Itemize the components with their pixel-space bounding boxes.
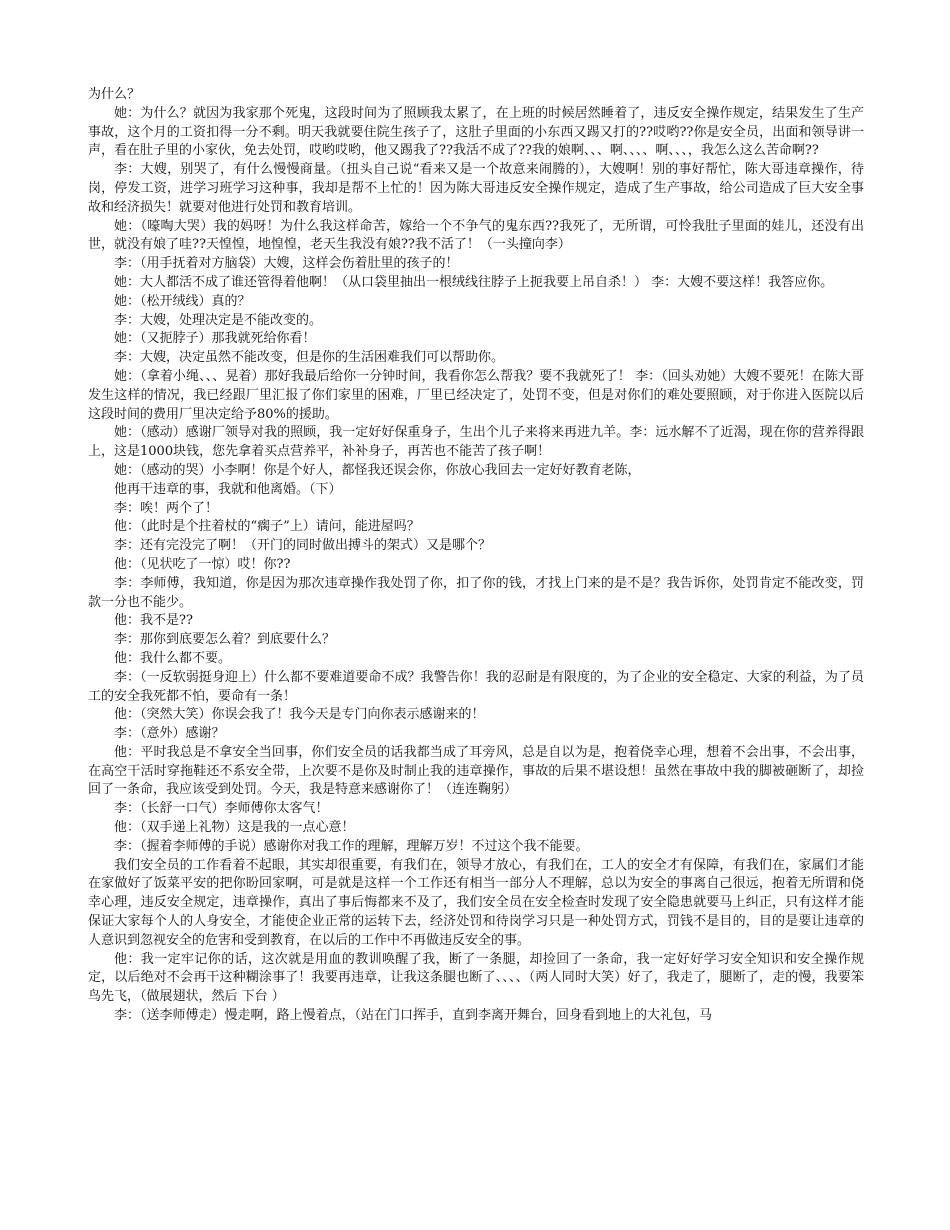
paragraph: 李：那你到底要怎么着？到底要什么？ [114, 632, 336, 648]
paragraph: 她：为什么？就因为我家那个死鬼，这段时间为了照顾我太累了，在上班的时候居然睡着了，违反安全操作规定，结果发生了生产事故，这个月的工资扣得一分不剩。明天我就要住院生孩子了，这肚子里面的小东西又踢又打的??哎哟??你是安全员，出面和领导讲一声，看在肚子里的小家伙，免去处罚，哎哟哎哟，他又踢我了??我活不成了??我的娘啊、、、啊、、、、啊、、、，我怎么这么苦命啊?? [88, 105, 864, 159]
paragraph: 她：（感动）感谢厂领导对我的照顾，我一定好好保重身子，生出个儿子来将来再进九羊。李：远水解不了近渴，现在你的营养得跟上，这是1000块钱，您先拿着买点营养平，补补身子，再苦也不能苦了孩子啊！ [88, 425, 864, 460]
paragraph: 他再干违章的事，我就和他离婚。（下） [114, 481, 342, 497]
paragraph: 他：平时我总是不拿安全当回事，你们安全员的话我都当成了耳旁风，总是自以为是，抱着侥幸心理，想着不会出事，不会出事，在高空干活时穿拖鞋还不系安全带，上次要不是你及时制止我的违章操作，事故的后果不堪设想！虽然在事故中我的脚被砸断了，却捡回了一条命，我应该受到处罚。今天，我是特意来感谢你了！（连连鞠躬） [88, 744, 864, 798]
paragraph: 李：（长舒一口气）李师傅你太客气！ [114, 801, 329, 817]
paragraph: 李：大嫂，处理决定是不能改变的。 [114, 312, 323, 328]
paragraph: 李：大嫂，别哭了，有什么慢慢商量。（扭头自己说“看来又是一个故意来闹腾的），大嫂啊！别的事好帮忙，陈大哥违章操作，待岗，停发工资，进学习班学习这种事，我却是帮不上忙的！因为陈大哥违反安全操作规定，造成了生产事故，给公司造成了巨大安全事故和经济损失！就要对他进行处罚和教育培训。 [88, 162, 864, 215]
paragraph: 她：（松开绒线）真的？ [114, 293, 251, 309]
paragraph: 他：（此时是个拄着杖的“瘸子”上）请问，能进屋吗？ [114, 519, 420, 535]
paragraph: 他：我一定牢记你的话，这次就是用血的教训唤醒了我，断了一条腿，却捡回了一条命，我一定好好学习安全知识和安全操作规定，以后绝对不会再干这种糊涂事了！我要再违章，让我这条腿也断了、、、、（两人同时大笑）好了，我走了，腿断了，走的慢，我要笨鸟先飞，（做展翅状，然后 下台 ） [88, 951, 864, 1005]
paragraph: 李：李师傅，我知道，你是因为那次违章操作我处罚了你，扣了你的钱，才找上门来的是不是？我告诉你，处罚肯定不能改变，罚款一分也不能少。 [88, 575, 864, 610]
paragraph: 她：（拿着小绳、、、晃着）那好我最后给你一分钟时间，我看你怎么帮我？要不我就死了！ 李：（回头劝她）大嫂不要死！在陈大哥发生这样的情况，我已经跟厂里汇报了你们家里的困难，厂里已经决定了，处罚不变，但是对你们的难处要照顾，对于你进入医院以后这段时间的费用厂里决定给予80%的援助。 [88, 368, 864, 422]
paragraph: 我们安全员的工作看着不起眼，其实却很重要，有我们在，领导才放心，有我们在，工人的安全才有保障，有我们在，家属们才能在家做好了饭菜平安的把你盼回家啊，可是就是这样一个工作还有相当一部分人不理解，总以为安全的事离自己很远，抱着无所谓和侥幸心理，违反安全规定，违章操作，真出了事后悔都来不及了，我们安全员在安全检查时发现了安全隐患就要马上纠正，只有这样才能保证大家每个人的人身安全，才能使企业正常的运转下去，经济处罚和待岗学习只是一种处罚方式，罚钱不是目的，目的是要让违章的人意识到忽视安全的危害和受到教育，在以后的工作中不再做违反安全的事。 [88, 857, 864, 948]
paragraph: 李：（意外）感谢？ [114, 726, 225, 742]
paragraph: 她：大人都活不成了谁还管得着他啊！（从口袋里抽出一根绒线往脖子上扼我要上吊自杀！） 李：大嫂不要这样！我答应你。 [114, 274, 834, 290]
paragraph: 他：我什么都不要。 [114, 650, 232, 666]
document-page [88, 86, 864, 1026]
paragraph: 李：还有完没完了啊！（开门的同时做出搏斗的架式）又是哪个？ [114, 538, 492, 554]
paragraph: 他：我不是?? [114, 613, 193, 629]
paragraph: 她：（嚎啕大哭）我的妈呀！为什么我这样命苦，嫁给一个不争气的鬼东西??我死了，无所谓，可怜我肚子里面的娃儿，还没有出世，就没有娘了哇??天惶惶，地惶惶，老天生我没有娘??我不活了！（一头撞向李） [88, 218, 864, 253]
paragraph: 他：（突然大笑）你误会我了！我今天是专门向你表示感谢来的！ [114, 707, 485, 723]
paragraph: 李：（用手抚着对方脑袋）大嫂，这样会伤着肚里的孩子的！ [114, 256, 459, 272]
paragraph: 李：（送李师傅走）慢走啊，路上慢着点，（站在门口挥手，直到李离开舞台，回身看到地上的大礼包，马 [114, 1008, 713, 1024]
paragraph: 他：（双手递上礼物）这是我的一点心意！ [114, 820, 355, 836]
paragraph: 她：（感动的哭）小李啊！你是个好人，都怪我还误会你，你放心我回去一定好好教育老陈， [114, 462, 641, 478]
paragraph: 李：唉！两个了！ [114, 500, 219, 516]
paragraph: 李：（握着李师傅的手说）感谢你对我工作的理解，理解万岁！不过这个我不能要。 [114, 838, 589, 854]
paragraph: 李：大嫂，决定虽然不能改变，但是你的生活困难我们可以帮助你。 [114, 350, 505, 366]
paragraph: 为什么？ [88, 87, 141, 102]
paragraph: 李：（一反软弱挺身迎上）什么都不要难道要命不成？我警告你！我的忍耐是有限度的，为了企业的安全稳定、大家的利益，为了员工的安全我死都不怕，要命有一条！ [88, 669, 864, 704]
paragraph: 他：（见状吃了一惊）哎！你?? [114, 556, 291, 572]
paragraph: 她：（又扼脖子）那我就死给你看！ [114, 331, 316, 347]
